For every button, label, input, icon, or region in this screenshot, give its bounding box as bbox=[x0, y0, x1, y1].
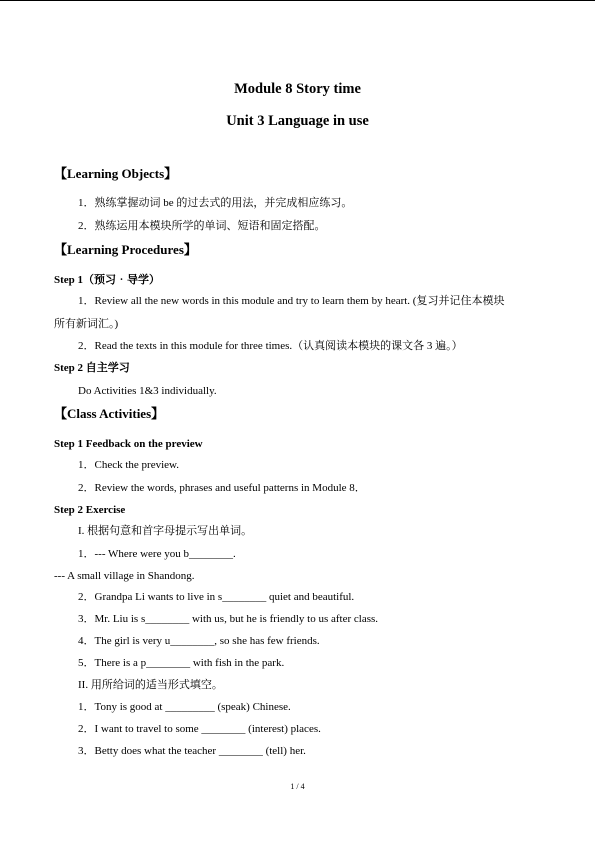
class-step-1: Step 1 Feedback on the preview bbox=[54, 438, 203, 450]
page-subtitle: Unit 3 Language in use bbox=[226, 113, 369, 129]
part1-item-1-answer: --- A small village in Shandong. bbox=[54, 570, 195, 582]
part1-item-4: 4．The girl is very u________, so she has few friends. bbox=[78, 635, 320, 647]
part1-item-3: 3．Mr. Liu is s________ with us, but he is friendly to us after class. bbox=[78, 613, 379, 625]
procedures-step1-item1-cont: 所有新词汇。) bbox=[54, 318, 119, 330]
top-rule bbox=[0, 0, 595, 1]
part2-item-3: 3．Betty does what the teacher ________ (tell) her. bbox=[78, 745, 306, 757]
page-title: Module 8 Story time bbox=[234, 81, 361, 97]
procedures-step1-item2: 2．Read the texts in this module for three times.（认真阅读本模块的课文各 3 遍。） bbox=[78, 340, 463, 352]
section-heading-class: 【Class Activities】 bbox=[54, 406, 165, 421]
procedures-step2-text: Do Activities 1&3 individually. bbox=[78, 385, 217, 397]
part1-item-2: 2．Grandpa Li wants to live in s________ quiet and beautiful. bbox=[78, 591, 355, 603]
part1-item-5: 5．There is a p________ with fish in the park. bbox=[78, 657, 285, 669]
part2-item-1: 1．Tony is good at _________ (speak) Chinese. bbox=[78, 701, 291, 713]
procedures-step-1: Step 1（预习‧导学） bbox=[54, 274, 161, 286]
section-heading-objects: 【Learning Objects】 bbox=[54, 166, 178, 181]
procedures-step-2: Step 2 自主学习 bbox=[54, 362, 130, 374]
part2-item-2: 2．I want to travel to some ________ (interest) places. bbox=[78, 723, 321, 735]
part1-heading: I. 根据句意和首字母提示写出单词。 bbox=[78, 525, 253, 537]
part2-heading: II. 用所给词的适当形式填空。 bbox=[78, 679, 223, 691]
objects-item-1: 1．熟练掌握动词 be 的过去式的用法，并完成相应练习。 bbox=[78, 197, 353, 209]
section-heading-procedures: 【Learning Procedures】 bbox=[54, 242, 197, 257]
class-step1-item2: 2．Review the words, phrases and useful patterns in Module 8． bbox=[78, 482, 366, 494]
objects-item-2: 2．熟练运用本模块所学的单词、短语和固定搭配。 bbox=[78, 220, 326, 232]
class-step-2: Step 2 Exercise bbox=[54, 504, 126, 516]
part1-item-1: 1．--- Where were you b________. bbox=[78, 548, 236, 560]
procedures-step1-item1: 1．Review all the new words in this module and try to learn them by heart. (复习并记住本模块 bbox=[78, 295, 505, 307]
page-number: 1 / 4 bbox=[290, 782, 305, 791]
class-step1-item1: 1．Check the preview. bbox=[78, 459, 180, 471]
